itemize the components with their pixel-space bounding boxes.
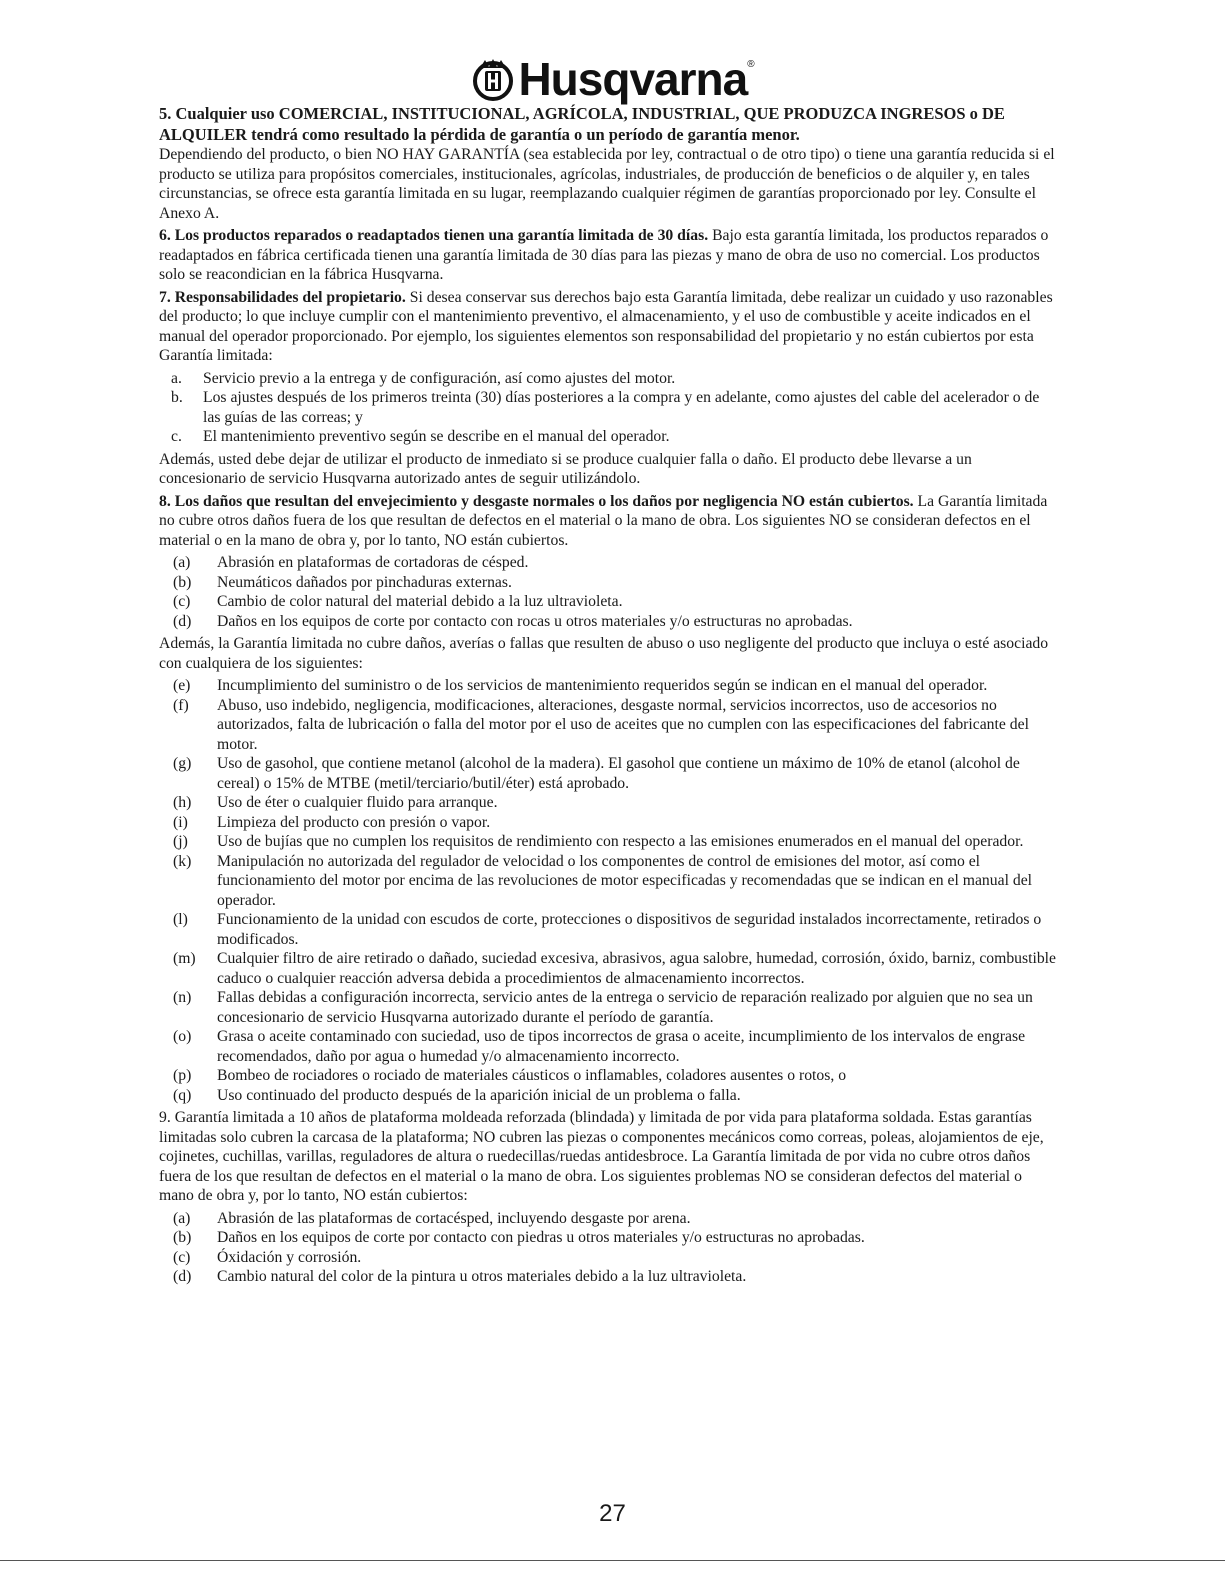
list-item: (k) Manipulación no autorizada del regulador de velocidad o los componentes de control de emisiones del motor, así como el funcionamiento del motor por encima de las revoluciones de motor especificadas y recomendadas que se indican en el manual del operador. bbox=[173, 852, 1033, 909]
section-8-list-2 bbox=[159, 676, 1059, 1105]
list-item: (a) Abrasión de las plataformas de cortacésped, incluyendo desgaste por arena. bbox=[173, 1209, 691, 1227]
list-item: (b) Daños en los equipos de corte por contacto con piedras u otros materiales y/o estructuras no aprobadas. bbox=[173, 1229, 865, 1246]
section-7-list bbox=[159, 369, 1059, 447]
list-item: (n) Fallas debidas a configuración incorrecta, servicio antes de la entrega o servicio de reparación realizado por alguien que no sea un concesionario de servicio Husqvarna autorizado durante el período de garantía. bbox=[173, 989, 1033, 1026]
section-5 bbox=[159, 104, 1059, 223]
list-item: a. Servicio previo a la entrega y de configuración, así como ajustes del motor. bbox=[171, 369, 676, 387]
section-5-body: Dependiendo del producto, o bien NO HAY GARANTÍA (sea establecida por ley, contractual o de otro tipo) o tiene una garantía reducida si el producto se utiliza para propósitos comerciales, institucionales, agrícolas, industriales, de producción de beneficios o de alquiler y, en tales circunstancias, se ofrece esta garantía limitada en su lugar, reemplazando cualquier régimen de garantías proporcionado por ley. Consulte el Anexo A. bbox=[159, 146, 1055, 222]
section-8-heading: 8. Los daños que resultan del envejecimiento y desgaste normales o los daños por negligencia NO están cubiertos. bbox=[159, 492, 914, 510]
section-6 bbox=[159, 226, 1059, 285]
section-5-heading: 5. Cualquier uso COMERCIAL, INSTITUCIONAL, AGRÍCOLA, INDUSTRIAL, QUE PRODUZCA INGRESOS o DE ALQUILER tendrá como resultado la pérdida de garantía o un período de garantía menor. bbox=[159, 104, 1005, 144]
list-item: (h) Uso de éter o cualquier fluido para arranque. bbox=[173, 794, 498, 811]
list-item: (c) Óxidación y corrosión. bbox=[173, 1248, 362, 1266]
list-item: (a) Abrasión en plataformas de cortadoras de césped. bbox=[173, 554, 529, 571]
list-item: (q) Uso continuado del producto después de la aparición inicial de un problema o falla. bbox=[173, 1086, 741, 1104]
section-8-list-1 bbox=[159, 553, 1059, 631]
section-7 bbox=[159, 288, 1059, 366]
bottom-divider bbox=[0, 1560, 1225, 1561]
list-item: (m) Cualquier filtro de aire retirado o dañado, suciedad excesiva, abrasivos, agua salobre, humedad, corrosión, óxido, barniz, combustible caduco o cualquier reacción adversa debida a procedimientos de almacenamiento incorrectos. bbox=[173, 950, 1057, 987]
section-8-middle: Además, la Garantía limitada no cubre daños, averías o fallas que resulten de abuso o uso negligente del producto que incluya o esté asociado con cualquiera de los siguientes: bbox=[159, 635, 1049, 672]
list-item: (o) Grasa o aceite contaminado con suciedad, uso de tipos incorrectos de grasa o aceite, incumplimiento de los intervalos de engrase recomendados, daño por agua o humedad y/o almacenamiento incorrecto. bbox=[173, 1028, 1026, 1065]
list-item: (p) Bombeo de rociadores o rociado de materiales cáusticos o inflamables, coladores ausentes o rotos, o bbox=[173, 1067, 847, 1084]
list-item: (j) Uso de bujías que no cumplen los requisitos de rendimiento con respecto a las emisiones enumerados en el manual del operador. bbox=[173, 833, 1024, 850]
section-9: 9. Garantía limitada a 10 años de plataforma moldeada reforzada (blindada) y limitada de por vida para plataforma soldada. Estas garantías limitadas solo cubren la carcasa de la plataforma; NO cubren las piezas o componentes mecánicos como correas, poleas, alojamientos de eje, cojinetes, cuchillas, varillas, reguladores de altura o ruedecillas/ruedas antidesbroce. La Garantía limitada de por vida no cubre otros daños fuera de los que resultan de defectos en el material o la mano de obra. Los siguientes problemas NO se consideran defectos del material o mano de obra y, por lo tanto, NO están cubiertos: bbox=[159, 1109, 1044, 1204]
section-9-list bbox=[159, 1209, 1059, 1287]
list-item: (e) Incumplimiento del suministro o de los servicios de mantenimiento requeridos según se indican en el manual del operador. bbox=[173, 677, 988, 694]
list-item: (i) Limpieza del producto con presión o vapor. bbox=[173, 813, 491, 831]
registered-mark: ® bbox=[747, 59, 754, 70]
warranty-text bbox=[159, 104, 1059, 1290]
husqvarna-crown-h-icon bbox=[471, 58, 515, 102]
list-item: (l) Funcionamiento de la unidad con escudos de corte, protecciones o dispositivos de seguridad instalados incorrectamente, retirados o modificados. bbox=[173, 911, 1042, 948]
section-8-body: La Garantía limitada no cubre otros daños fuera de los que resultan de defectos en el material o la mano de obra. Los siguientes NO se consideran defectos en el material o en la mano de obra y, por lo tanto, NO están cubiertos. bbox=[159, 492, 1048, 549]
brand-logo bbox=[0, 40, 1225, 104]
section-7-after: Además, usted debe dejar de utilizar el producto de inmediato si se produce cualquier falla o daño. El producto debe llevarse a un concesionario de servicio Husqvarna autorizado antes de seguir utilizándolo. bbox=[159, 450, 972, 487]
list-item: c. El mantenimiento preventivo según se describe en el manual del operador. bbox=[171, 428, 670, 445]
list-item: b. Los ajustes después de los primeros treinta (30) días posteriores a la compra y en adelante, como ajustes del cable del acelerador o de las guías de las correas; y bbox=[171, 389, 1040, 426]
page-number: 27 bbox=[599, 1500, 626, 1527]
list-item: (d) Daños en los equipos de corte por contacto con rocas u otros materiales y/o estructuras no aprobadas. bbox=[173, 612, 853, 630]
section-6-body: Bajo esta garantía limitada, los productos reparados o readaptados en fábrica certificada tienen una garantía limitada de 30 días para las piezas y mano de obra de uso no comercial. Los productos solo se reacondician en la fábrica Husqvarna. bbox=[159, 227, 1049, 283]
brand-name: Husqvarna bbox=[518, 53, 748, 105]
list-item: (f) Abuso, uso indebido, negligencia, modificaciones, alteraciones, desgaste normal, servicios incorrectos, uso de accesorios no autorizados, falta de lubricación o falla del motor por el uso de aceites que no cumplen con las especificaciones del fabricante del motor. bbox=[173, 696, 1029, 753]
section-8 bbox=[159, 492, 1059, 551]
list-item: (c) Cambio de color natural del material debido a la luz ultravioleta. bbox=[173, 593, 623, 610]
section-6-heading: 6. Los productos reparados o readaptados tienen una garantía limitada de 30 días. bbox=[159, 227, 709, 244]
list-item: (d) Cambio natural del color de la pintura u otros materiales debido a la luz ultravioleta. bbox=[173, 1268, 747, 1285]
section-7-heading: 7. Responsabilidades del propietario. bbox=[159, 288, 406, 306]
list-item: (g) Uso de gasohol, que contiene metanol (alcohol de la madera). El gasohol que contiene un máximo de 10% de etanol (alcohol de cereal) o 15% de MTBE (metil/terciario/butil/éter) está aprobado. bbox=[173, 755, 1020, 792]
section-7-body: Si desea conservar sus derechos bajo esta Garantía limitada, debe realizar un cuidado y uso razonables del producto; lo que incluye cumplir con el mantenimiento preventivo, el almacenamiento, y el uso de combustible y aceite indicados en el manual del operador proporcionado. Por ejemplo, los siguientes elementos son responsabilidad del propietario y no están cubiertos por esta Garantía limitada: bbox=[159, 288, 1053, 364]
list-item: (b) Neumáticos dañados por pinchaduras externas. bbox=[173, 573, 512, 591]
